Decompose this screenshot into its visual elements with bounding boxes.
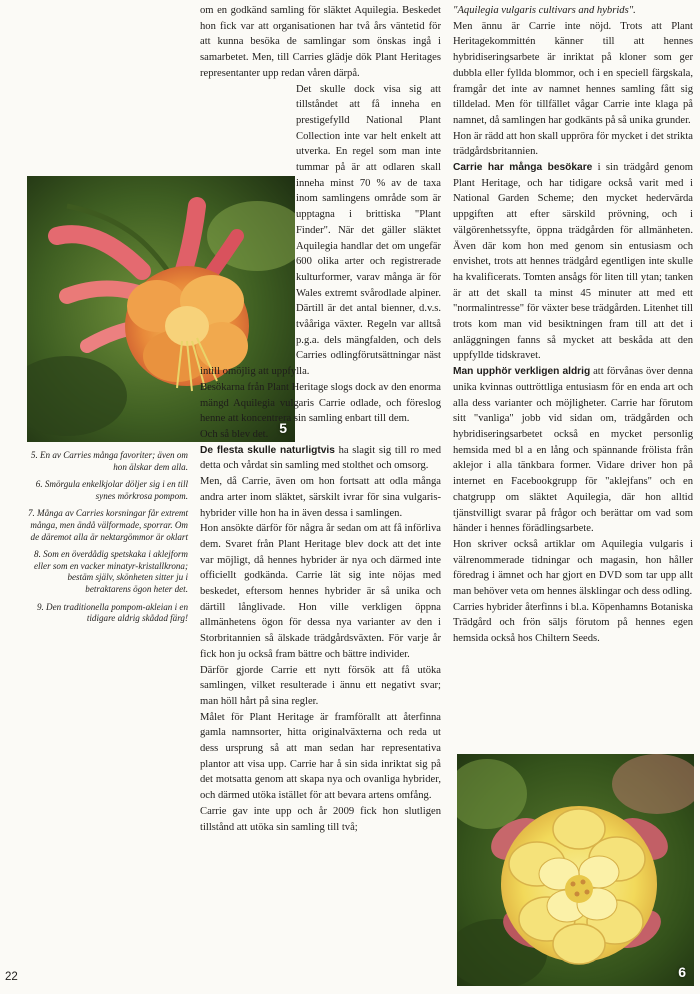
paragraph: Hon är rädd att hon skall uppröra för mycket i det strikta trädgårdsbritannien. (453, 130, 693, 158)
caption-6: 6. Smörgula enkelkjolar döljer sig i en till synes mörkrosa pompom. (35, 479, 188, 501)
paragraph: De flesta skulle naturligtvis ha slagit sig till ro med detta och vårdat sin samling med stolthet och omsorg. (200, 444, 441, 472)
paragraph: "Aquilegia vulgaris cultivars and hybrids". (453, 5, 636, 16)
paragraph: Därför gjorde Carrie ett nytt försök att få utöka samlingen, vilket resulterade i ännu ett negativt svar; man höll hårt på sina regler. (200, 664, 441, 707)
caption-8: 8. Som en överdådig spetskaka i aklejform eller som en vacker minatyr-kristallkrona; bestäm själv, skönheten sitter ju i betraktarens ögon heter det. (33, 549, 188, 594)
photo-number: 5 (279, 420, 287, 436)
aquilegia-yellow-photo (457, 754, 694, 986)
caption-9: 9. Den traditionella pompom-akleian i en tidigare aldrig skådad färg! (36, 601, 188, 624)
paragraph: Men ännu är Carrie inte nöjd. Trots att Plant Heritagekommittén känner till att hennes hybridiseringsarbete är inriktat på kloner som ger dubbla eller fyllda blommor, och i en speciell färgskala, framgår det inte av namnet hennes samling fått sig tilldelad. Men för tillfället vågar Carrie inte klaga på namnet, då samlingen har godkänts på så unika grunder. (453, 20, 693, 126)
caption-7: 7. Många av Carries korsningar får extremt många, men ändå välformade, sporrar. Om de däremot alla är nektargömmor är oklart (27, 508, 188, 542)
paragraph: Hon ansökte därför för några år sedan om att få införliva dem. Svaret från Plant Heritage blev dock att det inte var möjligt, då hennes hybrider är nya och därmed inte officiellt godkända. Carrie lät sig inte nöjas med beskedet, eftersom hennes hybrider är så unika och därtill långlivade. Hon ville verkligen öppna allmänhetens ögon för dessa nya varianter av den i Storbritannien så älskade trädgårdsväxten. För varje år fick hon ju också fram bättre och bättre individer. (200, 523, 441, 660)
paragraph: Carrie gav inte upp och år 2009 fick hon slutligen tillstånd att utöka sin samling till två; (200, 805, 441, 833)
paragraph: om en godkänd samling för släktet Aquilegia. Beskedet hon fick var att organisationen har två års väntetid för att kunna besöka de samlingar som önskas ingå i samarbetet. Men, till Carries glädje dök Plant Heritages representanter upp redan våren därpå. (200, 5, 441, 79)
paragraph: Carrie har många besökare i sin trädgård genom Plant Heritage, och har tidigare också varit med i National Garden Scheme; den mycket hedervärda uppgiften att efter särskild prövning, och i välgörenhetssyfte, öppna trädgården för allmänheten. Även där kom hon med genom sin entusiasm och envishet, trots att hennes trädgård egentligen inte skulle ha kvalificerats. Tomten ansågs för liten till ytan; tanken är att det skall ta minst 45 minuter att med ett "normalintresse" för växter bese trädgården. Litenhet till trots kom man vid besiktningen fram till att det i anläggningen fanns så mycket att beskåda att den uppfyllde tidskravet. (453, 162, 693, 362)
photo-number: 6 (678, 964, 686, 980)
lead-in: Carrie har många besökare (453, 162, 593, 174)
paragraph: Man upphör verkligen aldrig att förvånas över denna unika kvinnas outtröttliga entusiasm för en enda art och alla dess varianter och möjligheter. Carrie har förutom sitt "vanliga" jobb vid sidan om, trädgården och hybridiseringsarbetet också en mycket personlig hemsida med bl a en lång och spännande frölista från aklejor i alla tänkbara former. Vidare driver hon på internet en Facebookgrupp för "aklejfans" och en chatgrupp om släktet Aquilegia, där hon alltid tjänstvilligt svarar på frågor och berättar om vad som händer i hennes förädlingsarbete. (453, 366, 693, 535)
caption-5: 5. En av Carries många favoriter; även om hon älskar dem alla. (30, 450, 188, 472)
lead-in: Man upphör verkligen aldrig (453, 366, 591, 378)
lead-in: De flesta skulle naturligtvis (200, 444, 335, 456)
photo-6 (457, 754, 694, 986)
paragraph: Målet för Plant Heritage är framförallt att återfinna gamla namnsorter, hitta originalväxterna och reda ut dess ursprung så att man sedan har representativa plantor att visa upp. Carrie har å sin sida inriktat sig på det motsatta genom att skapa nya och ovanliga hybrider, och därmed utöka istället för att bevara artens omfång. (200, 711, 441, 802)
paragraph: Men, då Carrie, även om hon fortsatt att odla många andra arter inom släktet, särskilt ivrar för sina vulgaris-hybrider ville hon ha in även dessa i samlingen. (200, 476, 441, 519)
middle-column (200, 3, 441, 835)
page-number: 22 (5, 971, 18, 983)
paragraph: Besökarna från Plant Heritage slogs dock av den enorma mängd Aquilegia vulgaris Carrie odlade, och föreslog henne att koncentrera sin samling enbart till dem. (200, 381, 441, 425)
photo-captions (20, 450, 188, 631)
paragraph: Det skulle dock visa sig att tillståndet att få inneha en prestigefylld National Plant Collection inte var helt enkelt att utverka. En regel som man inte tummar på är att odlaren skall inneha minst 70 % av de taxa inom samlingens område som är upptagna i brittiska "Plant Finder". När det gäller släktet Aquilegia handlar det om ungefär 600 olika arter och registrerade kulturformer, varav många är för Wales extremt svårodlade alpiner. Därtill är det antal bienner, d.v.s. tvååriga växter. Regeln var alltså p.g.a. dels mängfalden, och dels Carries odlingförutsättningar näst intill omöjlig att uppfylla. (200, 83, 441, 378)
right-column (453, 3, 693, 647)
paragraph: Carries hybrider återfinns i bl.a. Köpenhamns Botaniska Trädgård och frön säljs förutom på hennes egen hemsida också hos Chiltern Seeds. (453, 601, 693, 645)
paragraph: Och så blev det. (200, 428, 269, 440)
paragraph: Hon skriver också artiklar om Aquilegia vulgaris i välrenommerade tidningar och magasin, hon håller föredrag i ämnet och har gjort en DVD som tar upp allt man behöver veta om hennes älsklingar och dess odling. (453, 538, 693, 598)
